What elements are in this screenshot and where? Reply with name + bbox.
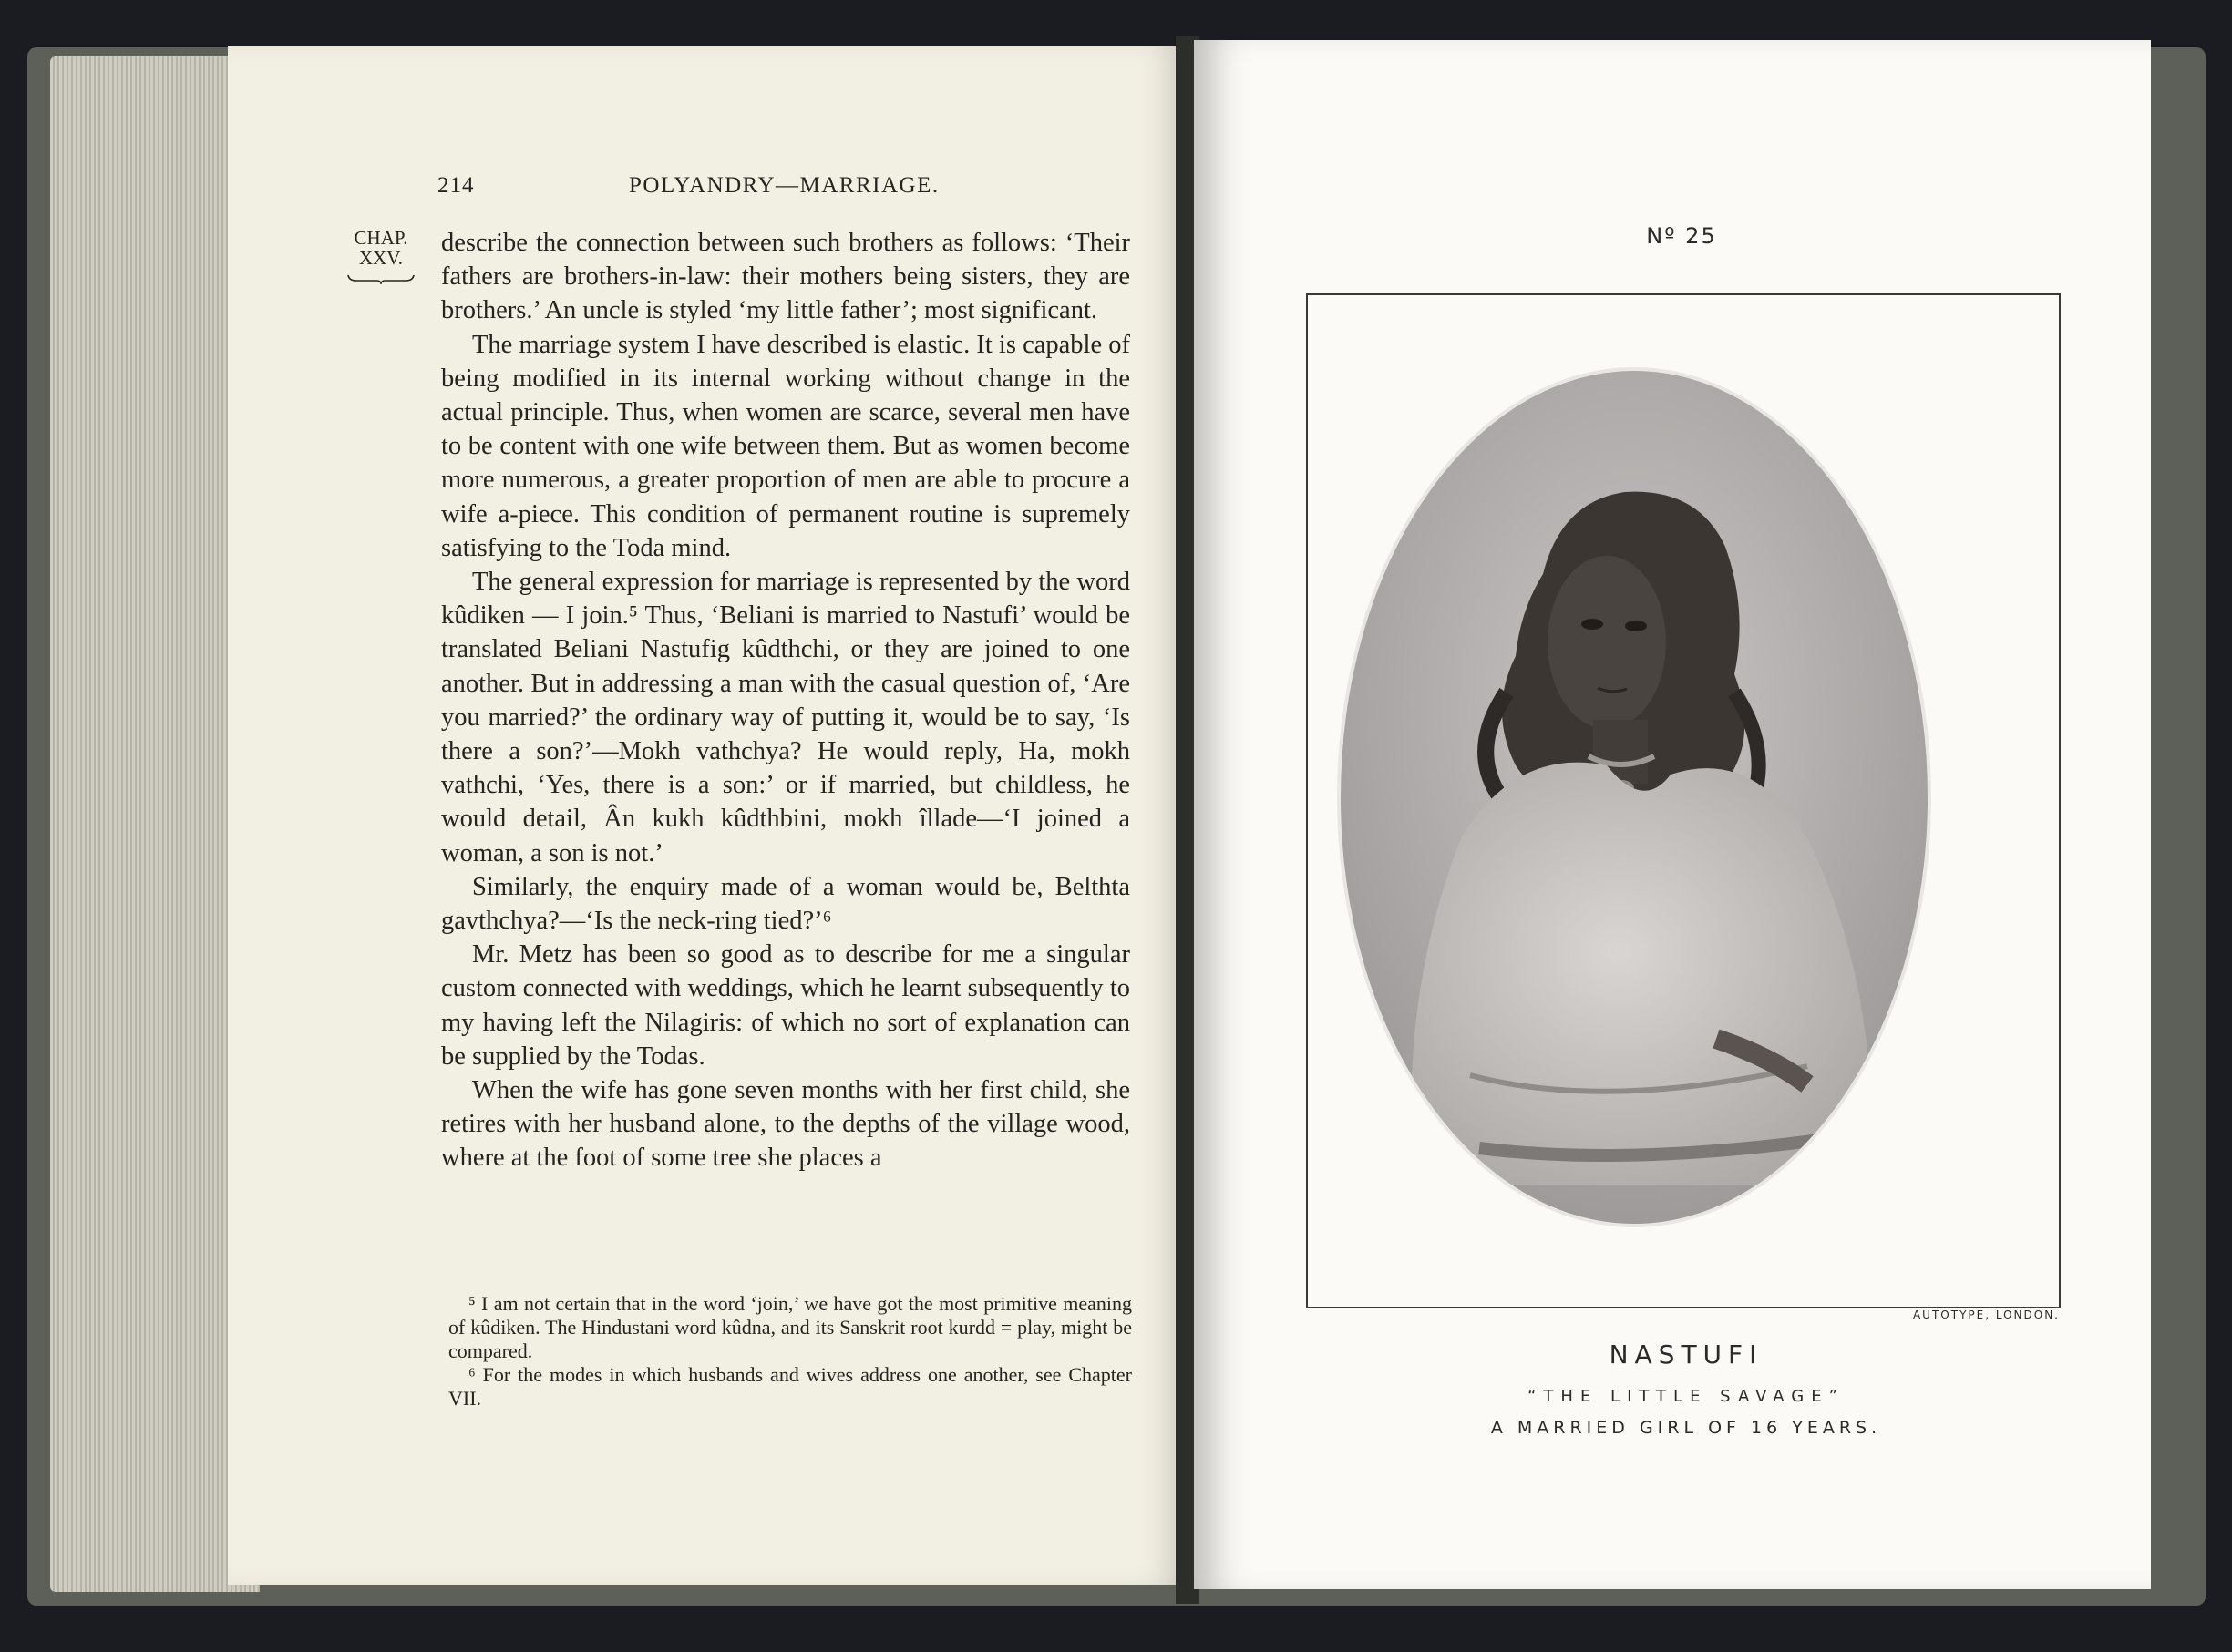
running-title: POLYANDRY—MARRIAGE.: [629, 173, 940, 198]
portrait-photograph: [1333, 364, 1935, 1230]
footnote: ⁶ For the modes in which husbands and wives address one another, see Chapter VII.: [448, 1363, 1132, 1410]
footnotes: [448, 1292, 1132, 1411]
caption-description: A MARRIED GIRL OF 16 YEARS.: [1490, 1418, 1882, 1438]
paragraph: The marriage system I have described is elastic. It is capable of being modified in its internal working without change in the actual principle. Thus, when women are scarce, several men have to be content with one wife between them. But as women become more numerous, a greater proportion of men are able to procure a wife a-piece. This condition of permanent routine is supremely satisfying to the Toda mind.: [441, 330, 1130, 562]
paragraph: Mr. Metz has been so good as to describe for me a singular custom connected with weddings, which he learnt subsequently to my having left the Nilagiris: of which no sort of explanation can be supplied by the Todas.: [441, 940, 1130, 1071]
margin-note-number: XXV.: [358, 247, 404, 269]
plate-number: Nº 25: [1646, 223, 1717, 249]
paragraph: The general expression for marriage is represented by the word kûdiken — I join.⁵ Thus, ‘Beliani is married to Nastufi’ would be translated Beliani Nastufig kûdthchi, or they are joined to one another. But in addressing a man with the casual question of, ‘Are you married?’ the ordinary way of putting it, would be to say, ‘Is there a son?’—Mokh vathchya? He would reply, Ha, mokh vathchi, ‘Yes, there is a son:’ or if married, but childless, he would detail, Ân kukh kûdthbini, mokh îllade—‘I joined a woman, a son is not.’: [441, 568, 1130, 867]
paragraph: When the wife has gone seven months with her first child, she retires with her husband alone, to the depths of the village wood, where at the foot of some tree she places a: [441, 1076, 1130, 1173]
paragraph: Similarly, the enquiry made of a woman would be, Belthta gavthchya?—‘Is the neck-ring tied?’⁶: [441, 872, 1130, 936]
page-number: 214: [437, 173, 475, 198]
photo-credit: AUTOTYPE, LONDON.: [1912, 1308, 2060, 1321]
caption-name: NASTUFI: [1609, 1339, 1764, 1370]
paragraph: describe the connection between such brothers as follows: ‘Their fathers are brothers-in-law: their mothers being sisters, they are brothers.’ An uncle is styled ‘my little father’; most significant.: [441, 229, 1130, 325]
chapter-margin-note: [345, 228, 417, 288]
margin-note-chap: CHAP.: [354, 227, 408, 249]
brace-ornament: [347, 273, 415, 284]
body-text: [441, 226, 1130, 1175]
caption-subtitle: “THE LITTLE SAVAGE”: [1527, 1387, 1845, 1406]
footnote: ⁵ I am not certain that in the word ‘join,’ we have got the most primitive meaning of kûdiken. The Hindustani word kûdna, and its Sanskrit root kurdd = play, might be compared.: [448, 1292, 1132, 1362]
